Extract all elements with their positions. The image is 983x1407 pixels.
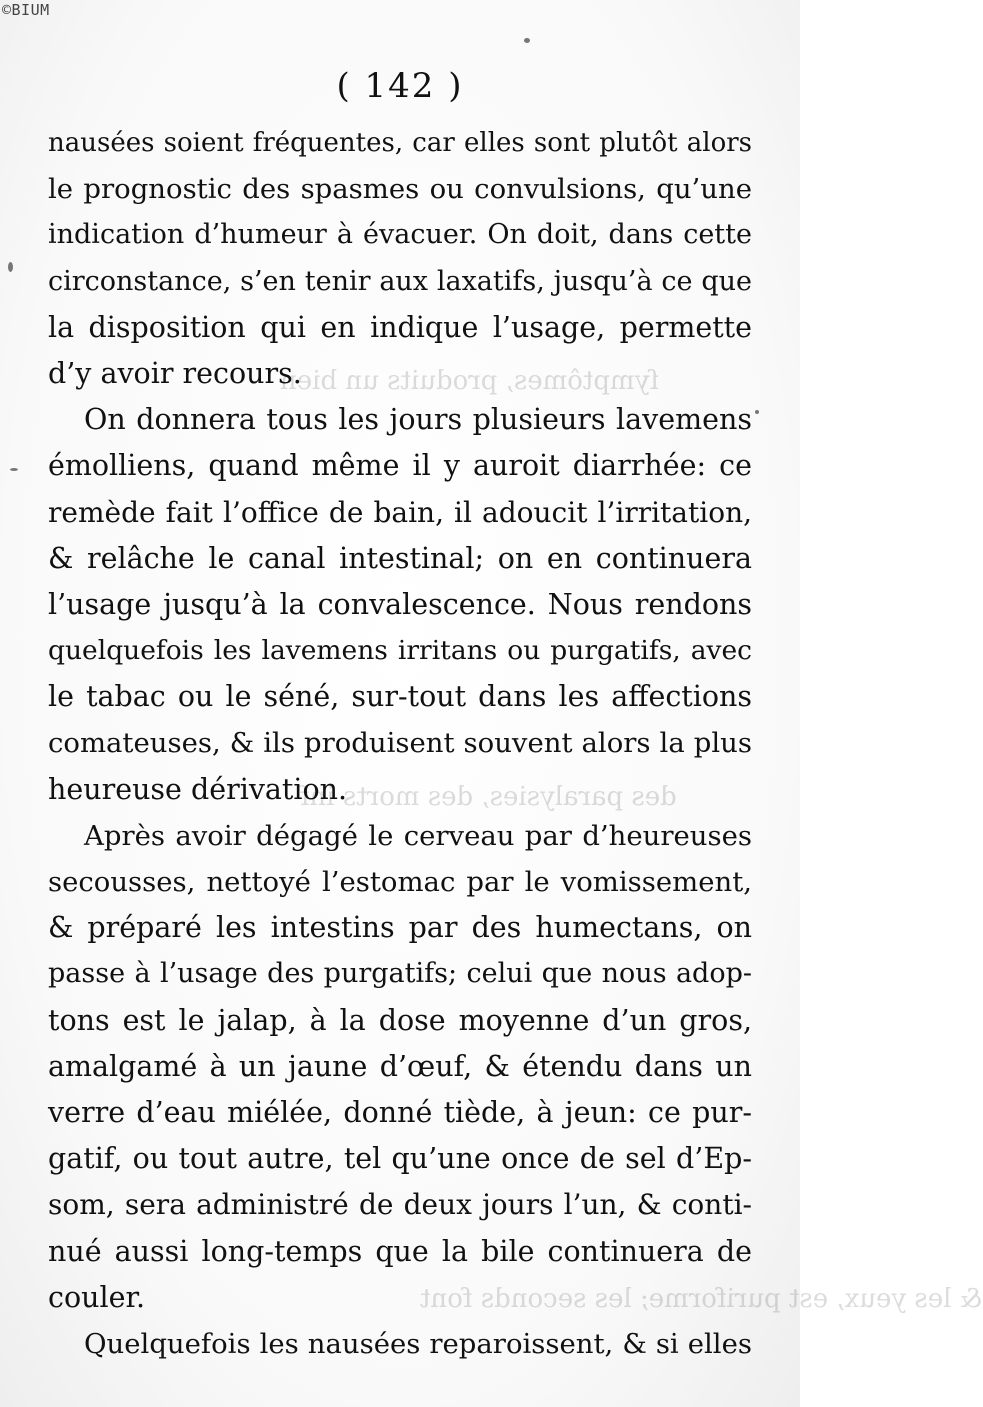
page-number: ( 142 ) xyxy=(336,66,464,106)
text-line: secousses, nettoyé l’estomac par le vomissement, xyxy=(48,866,752,898)
paper-speck xyxy=(755,410,759,414)
text-line: heureuse dérivation. xyxy=(48,772,348,806)
text-line: On donnera tous les jours plusieurs lavemens xyxy=(84,403,752,437)
text-line: d’y avoir recours. xyxy=(48,356,302,390)
text-line: Quelquefois les nausées reparoissent, & si elles xyxy=(84,1327,752,1360)
text-line: quelquefois les lavemens irritans ou purgatifs, avec xyxy=(48,635,752,667)
text-line: le prognostic des spasmes ou convulsions, qu’une xyxy=(48,173,752,206)
text-line: gatif, ou tout autre, tel qu’une once de sel d’Ep- xyxy=(48,1142,752,1176)
text-line: Après avoir dégagé le cerveau par d’heureuses xyxy=(84,819,752,852)
text-line: indication d’humeur à évacuer. On doit, dans cette xyxy=(48,219,752,251)
text-line: remède fait l’office de bain, il adoucit l’irritation, xyxy=(48,495,752,529)
paper-speck xyxy=(524,38,530,43)
text-line: circonstance, s’en tenir aux laxatifs, jusqu’à ce que xyxy=(48,265,752,297)
show-through-text: & les yeux, est puriforme; les seconds font xyxy=(420,1284,983,1314)
text-line: & préparé les intestins par des humectans, on xyxy=(48,911,752,945)
text-line: le tabac ou le séné, sur-tout dans les affections xyxy=(48,680,752,714)
show-through-text: ſymptômes, produits un bien xyxy=(280,366,659,396)
text-line: amalgamé à un jaune d’œuf, & étendu dans un xyxy=(48,1049,752,1083)
show-through-text: des paralysies, des morts inf xyxy=(300,782,677,812)
text-line: nausées soient fréquentes, car elles sont plutôt alors xyxy=(48,128,752,158)
paper-speck xyxy=(10,468,18,471)
text-line: som, sera administré de deux jours l’un, & conti- xyxy=(48,1188,752,1222)
text-line: l’usage jusqu’à la convalescence. Nous rendons xyxy=(48,587,752,621)
text-line: émolliens, quand même il y auroit diarrhée: ce xyxy=(48,449,752,483)
text-line: nué aussi long-temps que la bile continuera de xyxy=(48,1234,752,1268)
text-line: comateuses, & ils produisent souvent alors la plus xyxy=(48,727,752,760)
text-line: passe à l’usage des purgatifs; celui que nous adop- xyxy=(48,958,752,990)
watermark: ©BIUM xyxy=(2,1,50,19)
body-text xyxy=(48,120,752,1367)
text-line: verre d’eau miélée, donné tiède, à jeun: ce pur- xyxy=(48,1095,752,1129)
paper-speck xyxy=(8,262,13,272)
text-line: & relâche le canal intestinal; on en continuera xyxy=(48,541,752,575)
text-line: tons est le jalap, à la dose moyenne d’un gros, xyxy=(48,1003,752,1037)
text-line: la disposition qui en indique l’usage, permette xyxy=(48,310,752,344)
text-line: couler. xyxy=(48,1280,146,1314)
